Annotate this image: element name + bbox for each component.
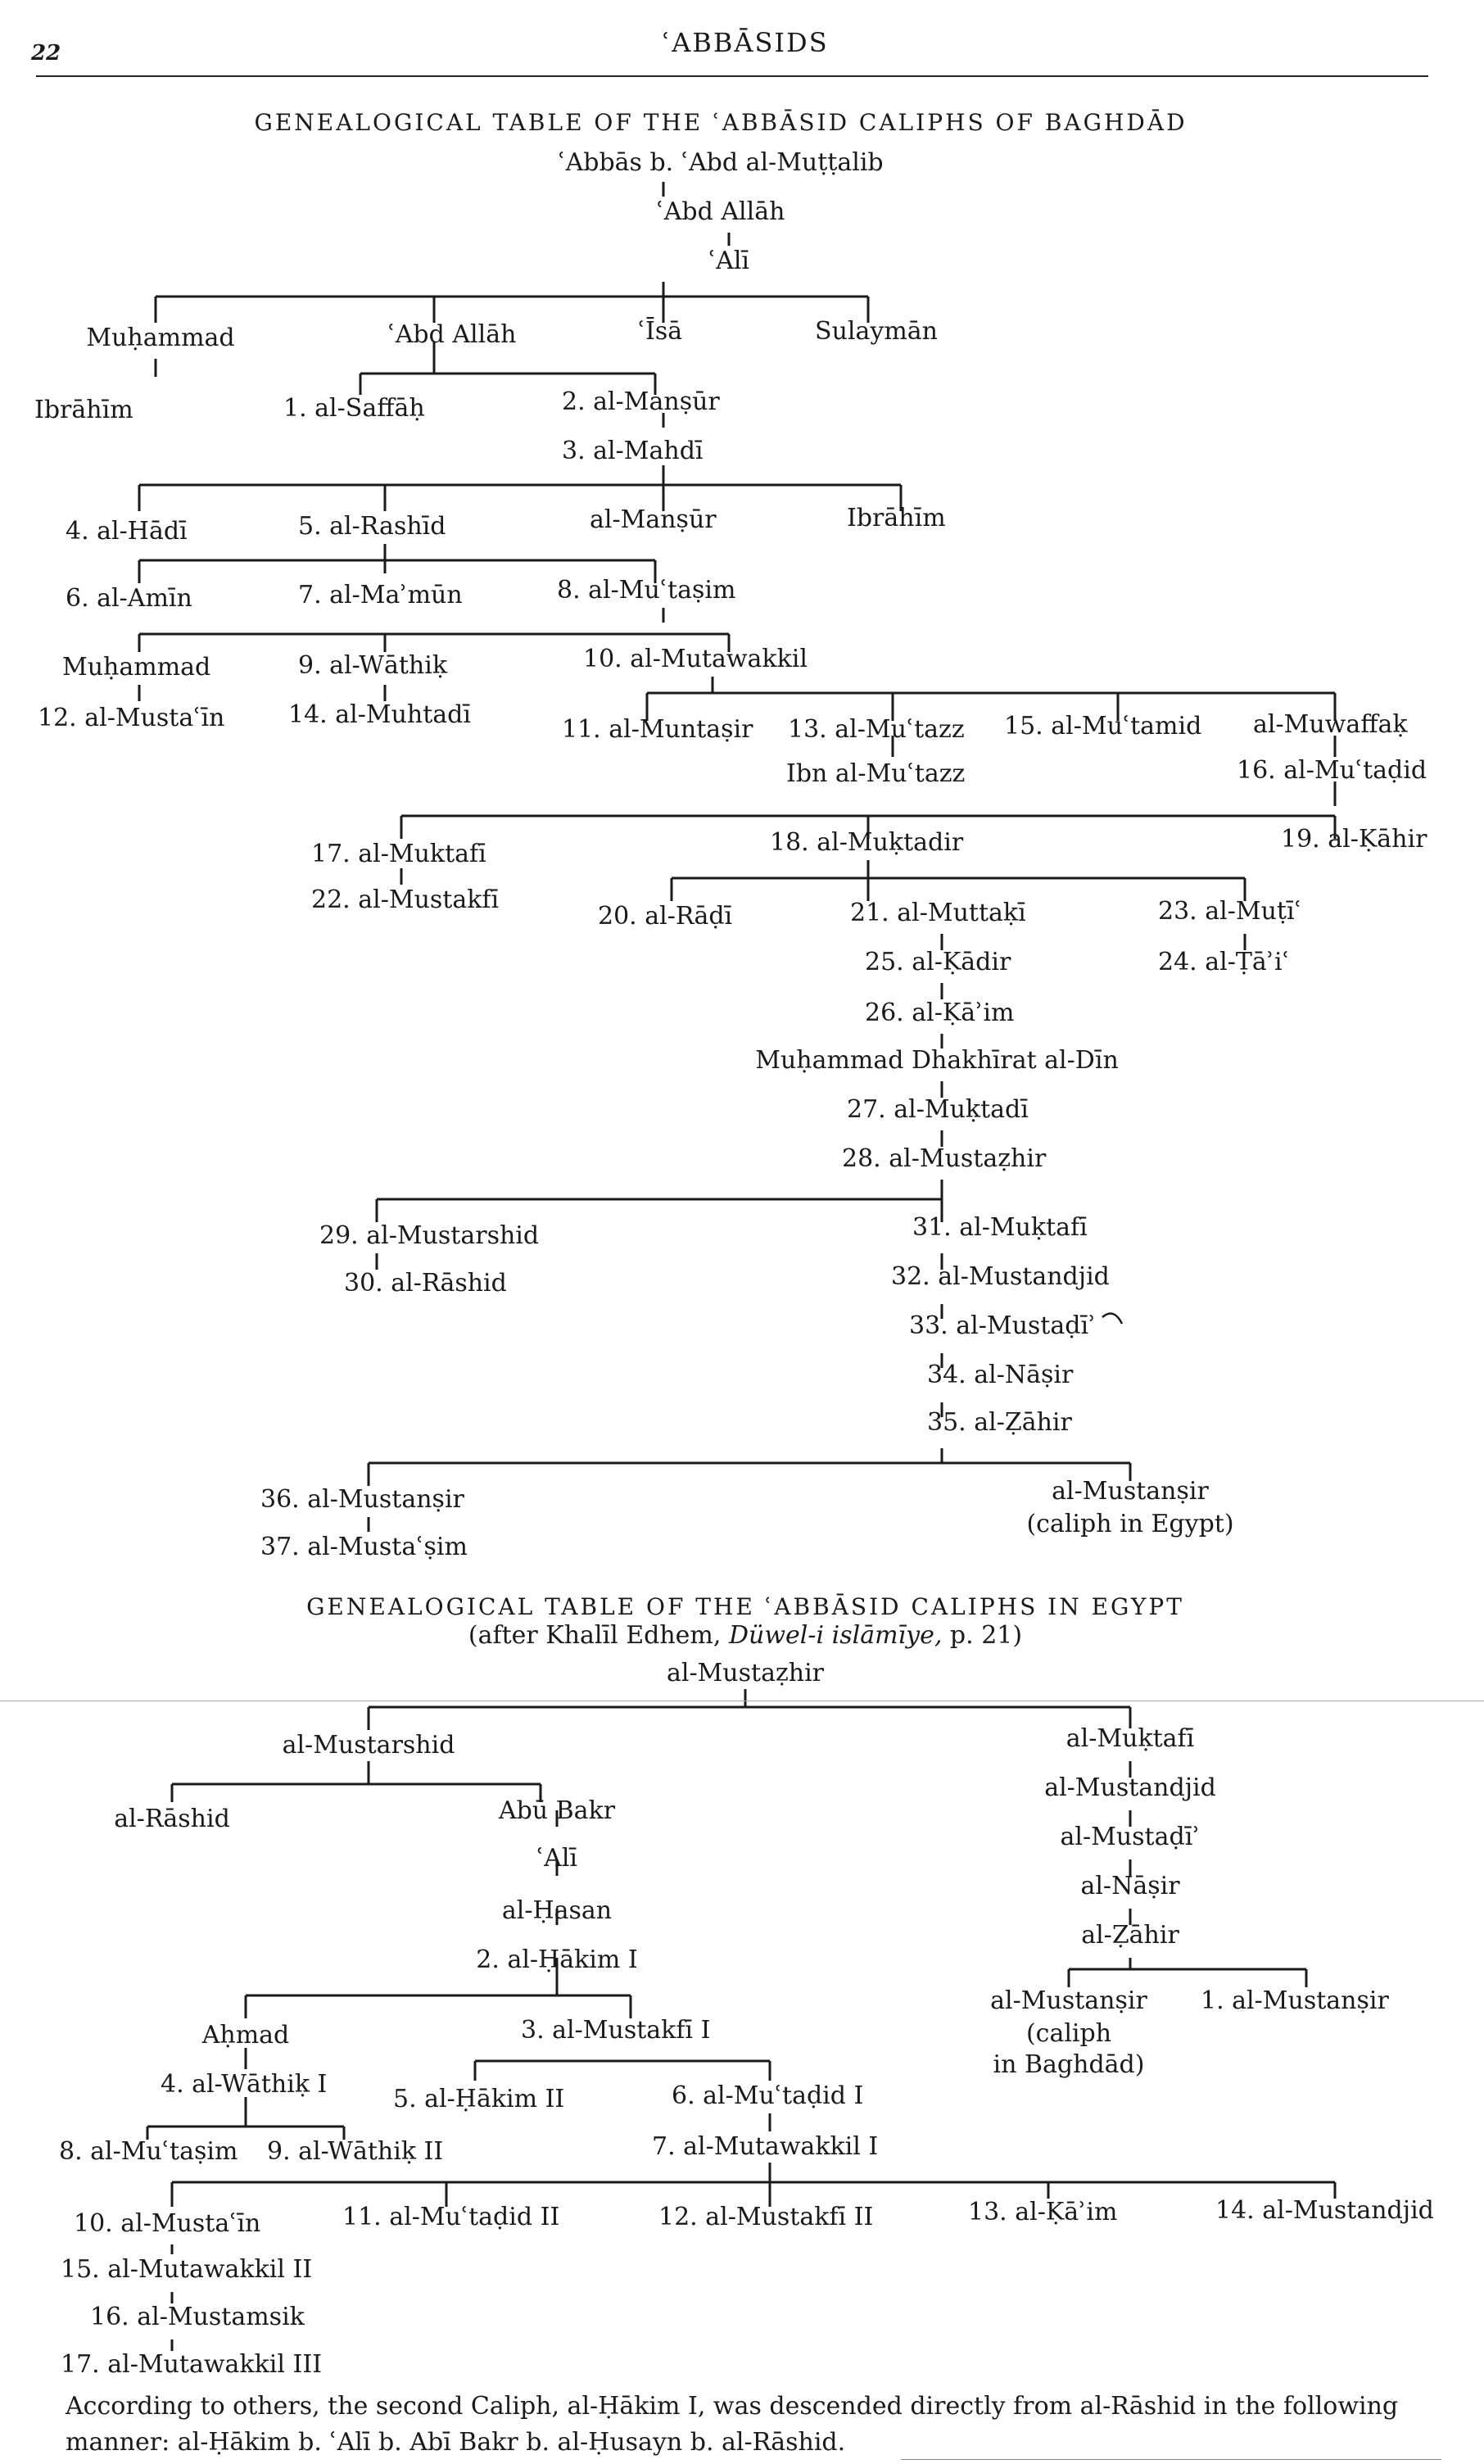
node-mamun: 7. al-Maʾmūn [298,581,463,609]
egypt-table-subtitle [468,1621,1023,1650]
node-mustansir-egypt-note: (caliph in Egypt) [1026,1510,1234,1538]
eg-node-mustadi: al-Mustaḍīʾ [1060,1823,1201,1851]
eg-node-mutasim-8: 8. al-Muʿtaṣim [59,2137,238,2166]
node-mustansir-36: 36. al-Mustanṣir [260,1485,464,1514]
eg-node-mustarshid: al-Mustarshid [282,1731,455,1760]
eg-node-mustakfi-3: 3. al-Mustakfī I [521,2016,711,2045]
node-kahir-19: 19. al-Ḳāhir [1281,825,1427,854]
baghdad-table-title: GENEALOGICAL TABLE OF THE ʿABBĀSID CALIPHS OF BAGHDĀD [254,109,1188,136]
eg-node-ali: ʿAlī [536,1844,578,1873]
subtitle-work: Düwel-i islāmīye, [728,1621,943,1650]
node-mustazhir-28: 28. al-Mustaẓhir [842,1144,1047,1173]
node-dhakhirat: Muḥammad Dhakhīrat al-Dīn [755,1046,1119,1075]
eg-node-hakim-2: 2. al-Ḥākim I [476,1945,638,1974]
node-mustain-12: 12. al-Mustaʿīn [38,704,225,732]
eg-node-mutawakkil-17: 17. al-Mutawakkil III [61,2350,323,2379]
eg-node-mutawakkil-15: 15. al-Mutawakkil II [61,2255,313,2284]
node-mustansir-egypt: al-Mustanṣir [1052,1477,1209,1506]
node-muttaki-21: 21. al-Muttaḳī [850,899,1026,927]
node-radi-20: 20. al-Rāḍī [598,902,733,931]
node-ali-0: ʿAlī [708,247,750,275]
eg-node-mutadid-11: 11. al-Muʿtaḍid II [342,2203,560,2231]
node-mustadi-33: 33. al-Mustaḍīʾ [909,1311,1097,1340]
node-rashid-30: 30. al-Rāshid [344,1269,507,1298]
eg-node-mustandjid-14: 14. al-Mustandjid [1215,2196,1434,2225]
node-muntasir-11: 11. al-Muntaṣir [562,715,753,744]
node-mutazz-13: 13. al-Muʿtazz [788,715,965,744]
node-ibn-mutazz: Ibn al-Muʿtazz [786,759,966,788]
eg-node-abu-bakr: Abū Bakr [498,1796,616,1825]
eg-node-mutawakkil-7: 7. al-Mutawakkil I [652,2132,879,2161]
eg-node-mustamsik-16: 16. al-Mustamsik [90,2303,305,2331]
bottom-rule [901,2459,1441,2460]
eg-node-kaim-13: 13. al-Ḳāʾim [968,2198,1118,2226]
eg-node-hakim-5: 5. al-Ḥākim II [393,2085,565,2113]
node-muti-23: 23. al-Muṭīʿ [1158,897,1302,926]
eg-node-nasir: al-Nāṣir [1080,1872,1180,1900]
footnote-text: According to others, the second Caliph, al-Ḥākim I, was descended directly from al-Rāshid in the following manner: al-Ḥākim b. ʿAlī b. Abī Bakr b. al-Ḥusayn b. al-Rāshid. [66,2392,1399,2457]
node-mustarshid-29: 29. al-Mustarshid [319,1221,540,1250]
node-mutamid-15: 15. al-Muʿtamid [1004,712,1202,741]
node-tai-24: 24. al-Ṭāʾiʿ [1158,948,1290,976]
eg-node-rashid: al-Rāshid [114,1805,230,1833]
eg-node-wathik-9: 9. al-Wāthiḳ II [267,2137,444,2166]
eg-node-mustazhir: al-Mustaẓhir [666,1659,825,1687]
node-muktafi-31: 31. al-Muḳtafī [912,1213,1088,1242]
node-hadi: 4. al-Hādī [66,517,188,546]
node-saffah: 1. al-Saffāḥ [283,394,425,423]
eg-node-mustansir-a-note1: (caliph [1025,2019,1112,2048]
node-abd-allah-0: ʿAbd Allāh [656,197,785,226]
eg-node-mustansir-a-note2: in Baghdād) [993,2050,1145,2079]
node-wathik-9: 9. al-Wāthiḳ [298,651,448,680]
node-mutasim-8: 8. al-Muʿtaṣim [557,576,736,605]
node-muktadi-27: 27. al-Muḳtadī [847,1095,1029,1124]
node-sulayman: Sulaymān [815,317,938,346]
page-number: 22 [31,41,61,66]
node-mahdi: 3. al-Mahdī [562,437,704,465]
eg-node-mustandjid: al-Mustandjid [1044,1773,1216,1802]
running-title: ʿABBĀSIDS [662,27,829,58]
node-muktafi-17: 17. al-Muktafī [311,840,486,868]
eg-node-mustain-10: 10. al-Mustaʿīn [74,2209,261,2238]
node-mutawakkil-10: 10. al-Mutawakkil [583,645,808,673]
node-rashid-5: 5. al-Rashīd [298,512,446,541]
node-kaim-26: 26. al-Ḳāʾim [865,999,1015,1027]
node-muktadir-18: 18. al-Muḳtadir [770,828,964,857]
node-muhammad-1: Muḥammad [62,653,211,682]
eg-node-mutadid-6: 6. al-Muʿtaḍid I [672,2081,864,2110]
node-mustasim-37: 37. al-Mustaʿṣim [260,1533,468,1561]
node-abbas: ʿAbbās b. ʿAbd al-Muṭṭalib [558,148,884,177]
node-nasir-34: 34. al-Nāṣir [927,1361,1074,1389]
curved-mark-icon [1097,1306,1130,1338]
node-isa: ʿĪsā [637,317,683,346]
node-abd-allah-1: ʿAbd Allāh [387,320,517,349]
node-kadir-25: 25. al-Ḳādir [865,948,1011,976]
eg-node-mustansir-a: al-Mustanṣir [990,1986,1147,2015]
eg-node-ahmad: Aḥmad [201,2021,290,2050]
node-mustandjid-32: 32. al-Mustandjid [891,1262,1110,1291]
eg-node-hasan: al-Ḥasan [501,1896,613,1925]
egypt-table-title: GENEALOGICAL TABLE OF THE ʿABBĀSID CALIPHS IN EGYPT [306,1593,1184,1620]
subtitle-prefix: (after Khalīl Edhem, [468,1621,722,1650]
node-ibrahim-0: Ibrāhīm [34,396,133,424]
node-muhtadi-14: 14. al-Muhtadī [288,700,471,729]
eg-node-zahir: al-Ẓāhir [1081,1921,1179,1950]
node-mansur-b: al-Manṣūr [590,505,717,534]
node-ibrahim-1: Ibrāhīm [847,504,946,532]
node-mutadid-16: 16. al-Muʿtaḍid [1237,756,1427,785]
node-mustakfi-22: 22. al-Mustakfī [311,886,500,914]
eg-node-wathik-4: 4. al-Wāthiḳ I [161,2070,328,2099]
subtitle-suffix: p. 21) [949,1621,1023,1650]
node-muwaffak: al-Muwaffaḳ [1253,710,1408,739]
node-muhammad-0: Muḥammad [86,324,235,352]
node-amin: 6. al-Amīn [66,584,192,613]
eg-node-muktafi: al-Muḳtafī [1065,1724,1195,1753]
eg-node-mustakfi-12: 12. al-Mustakfī II [658,2203,874,2231]
eg-node-mustansir-1: 1. al-Mustanṣir [1201,1986,1389,2015]
node-zahir-35: 35. al-Ẓāhir [927,1408,1072,1437]
node-mansur-2: 2. al-Manṣūr [562,387,720,416]
